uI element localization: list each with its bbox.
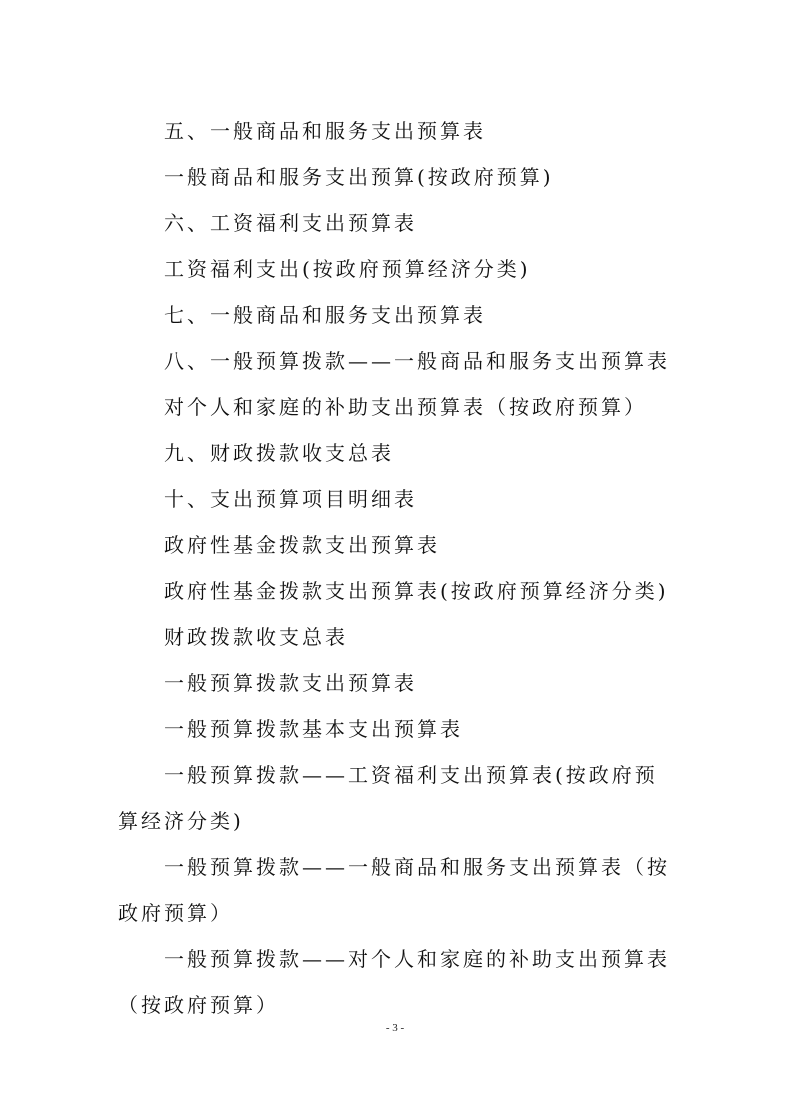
text-line: 八、一般预算拨款——一般商品和服务支出预算表 [164,349,670,373]
text-paragraph: 一般预算拨款——工资福利支出预算表(按政府预算经济分类) [118,763,658,833]
text-line: 一般商品和服务支出预算(按政府预算) [164,165,554,189]
text-line: 九、财政拨款收支总表 [164,441,394,465]
page-number: - 3 - [385,1022,405,1034]
text-line: 政府性基金拨款支出预算表(按政府预算经济分类) [164,579,669,603]
text-paragraph: 一般预算拨款——对个人和家庭的补助支出预算表（按政府预算） [118,947,670,1017]
text-line: 对个人和家庭的补助支出预算表（按政府预算） [164,395,647,419]
text-line: 一般预算拨款基本支出预算表 [164,717,463,741]
text-line: 十、支出预算项目明细表 [164,487,417,511]
text-line: 六、工资福利支出预算表 [164,211,417,235]
text-line: 五、一般商品和服务支出预算表 [164,119,486,143]
text-line: 财政拨款收支总表 [164,625,348,649]
text-line: 政府性基金拨款支出预算表 [164,533,440,557]
text-line: 工资福利支出(按政府预算经济分类) [164,257,531,281]
text-line: 一般预算拨款支出预算表 [164,671,417,695]
document-body [118,108,678,1028]
text-paragraph: 一般预算拨款——一般商品和服务支出预算表（按政府预算） [118,855,670,925]
text-line: 七、一般商品和服务支出预算表 [164,303,486,327]
